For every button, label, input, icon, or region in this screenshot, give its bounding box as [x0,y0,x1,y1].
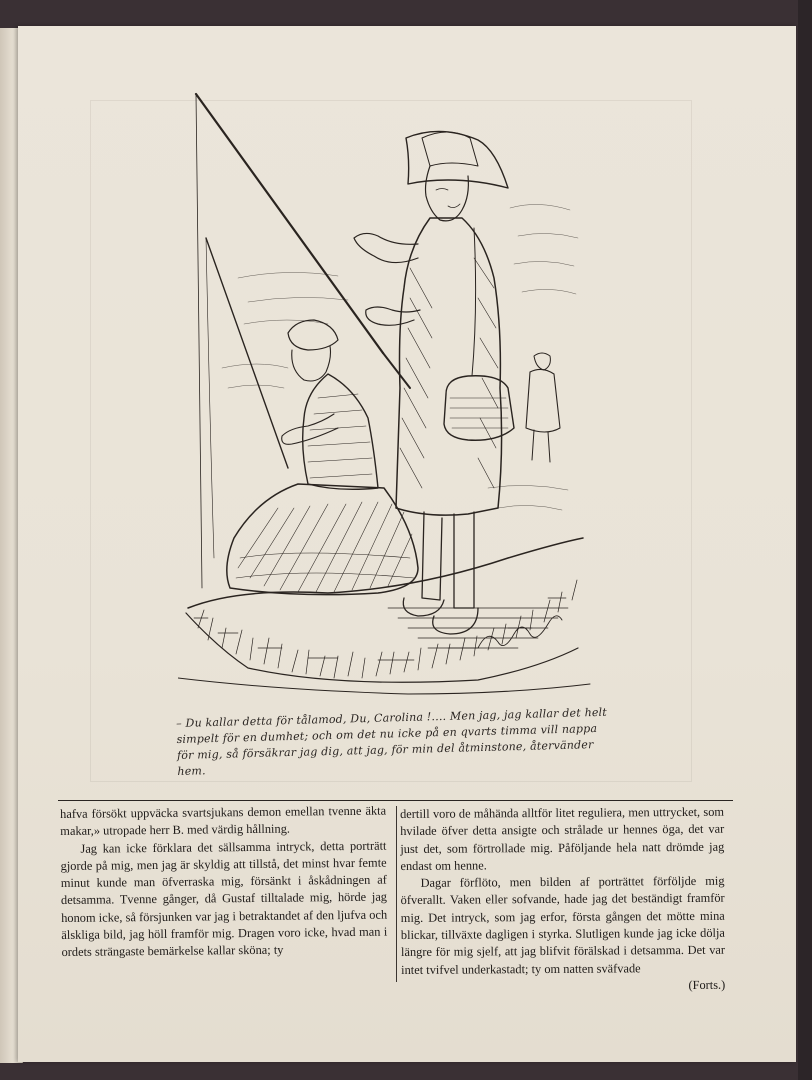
paragraph: Dagar förflöto, men bilden af porträttet förföljde mig öfverallt. Vaken eller sofvande, hade jag det beständigt framför mig. Det intryck, som jag erfor, första gången det mötte mina blickar, tillväxte dagligen i styrka. Slutligen kunde jag icke dölja längre för mig sjelf, att jag blifvit förälskad i detsamma. Det var intet tvifvel underkastadt; ty om natten sväfvade [400,873,726,977]
right-edge [798,0,812,1080]
fishing-illustration [178,88,598,703]
text-column-left [60,803,388,962]
paragraph: hafva försökt uppväcka svartsjukans demon emellan tvenne äkta makar,» utropade herr B. med värdig hållning. [60,803,387,839]
paragraph: dertill voro de måhända alltför litet reguliera, men uttrycket, som hvilade öfver detta ansigte och strålade ur hennes öga, det var just det, som förtrollade mig. Påföljande hela natt drömde jag endast om henne. [400,804,725,873]
illustration-caption: – Du kallar detta för tålamod, Du, Carolina !.... Men jag, jag kallar det helt simpelt för en dumhet; och om det nu icke på en qvarts timma vill nappa för mig, så försäkrar jag dig, att jag, för min del åtminstone, återvänder hem. [176,705,608,778]
paragraph: Jag kan icke förklara det sällsamma intryck, detta porträtt gjorde på mig, men jag är skyldig att tillstå, det minst hvar femte minut kunde man öfverraska mig, försänkt i åskådningen af detsamma. Tvenne gånger, då Gustaf tilltalade mig, hörde jag honom icke, så försjunken var jag i betraktandet af den ljufva och älskliga bild, jag höll framför mig. Dragen voro icke, hvad man i ordets strängaste bemärkelse kallar sköna; ty [60,838,388,960]
horizontal-rule [58,800,733,801]
continued-note: (Forts.) [688,977,726,992]
column-divider [396,806,397,982]
text-column-right [400,804,725,997]
